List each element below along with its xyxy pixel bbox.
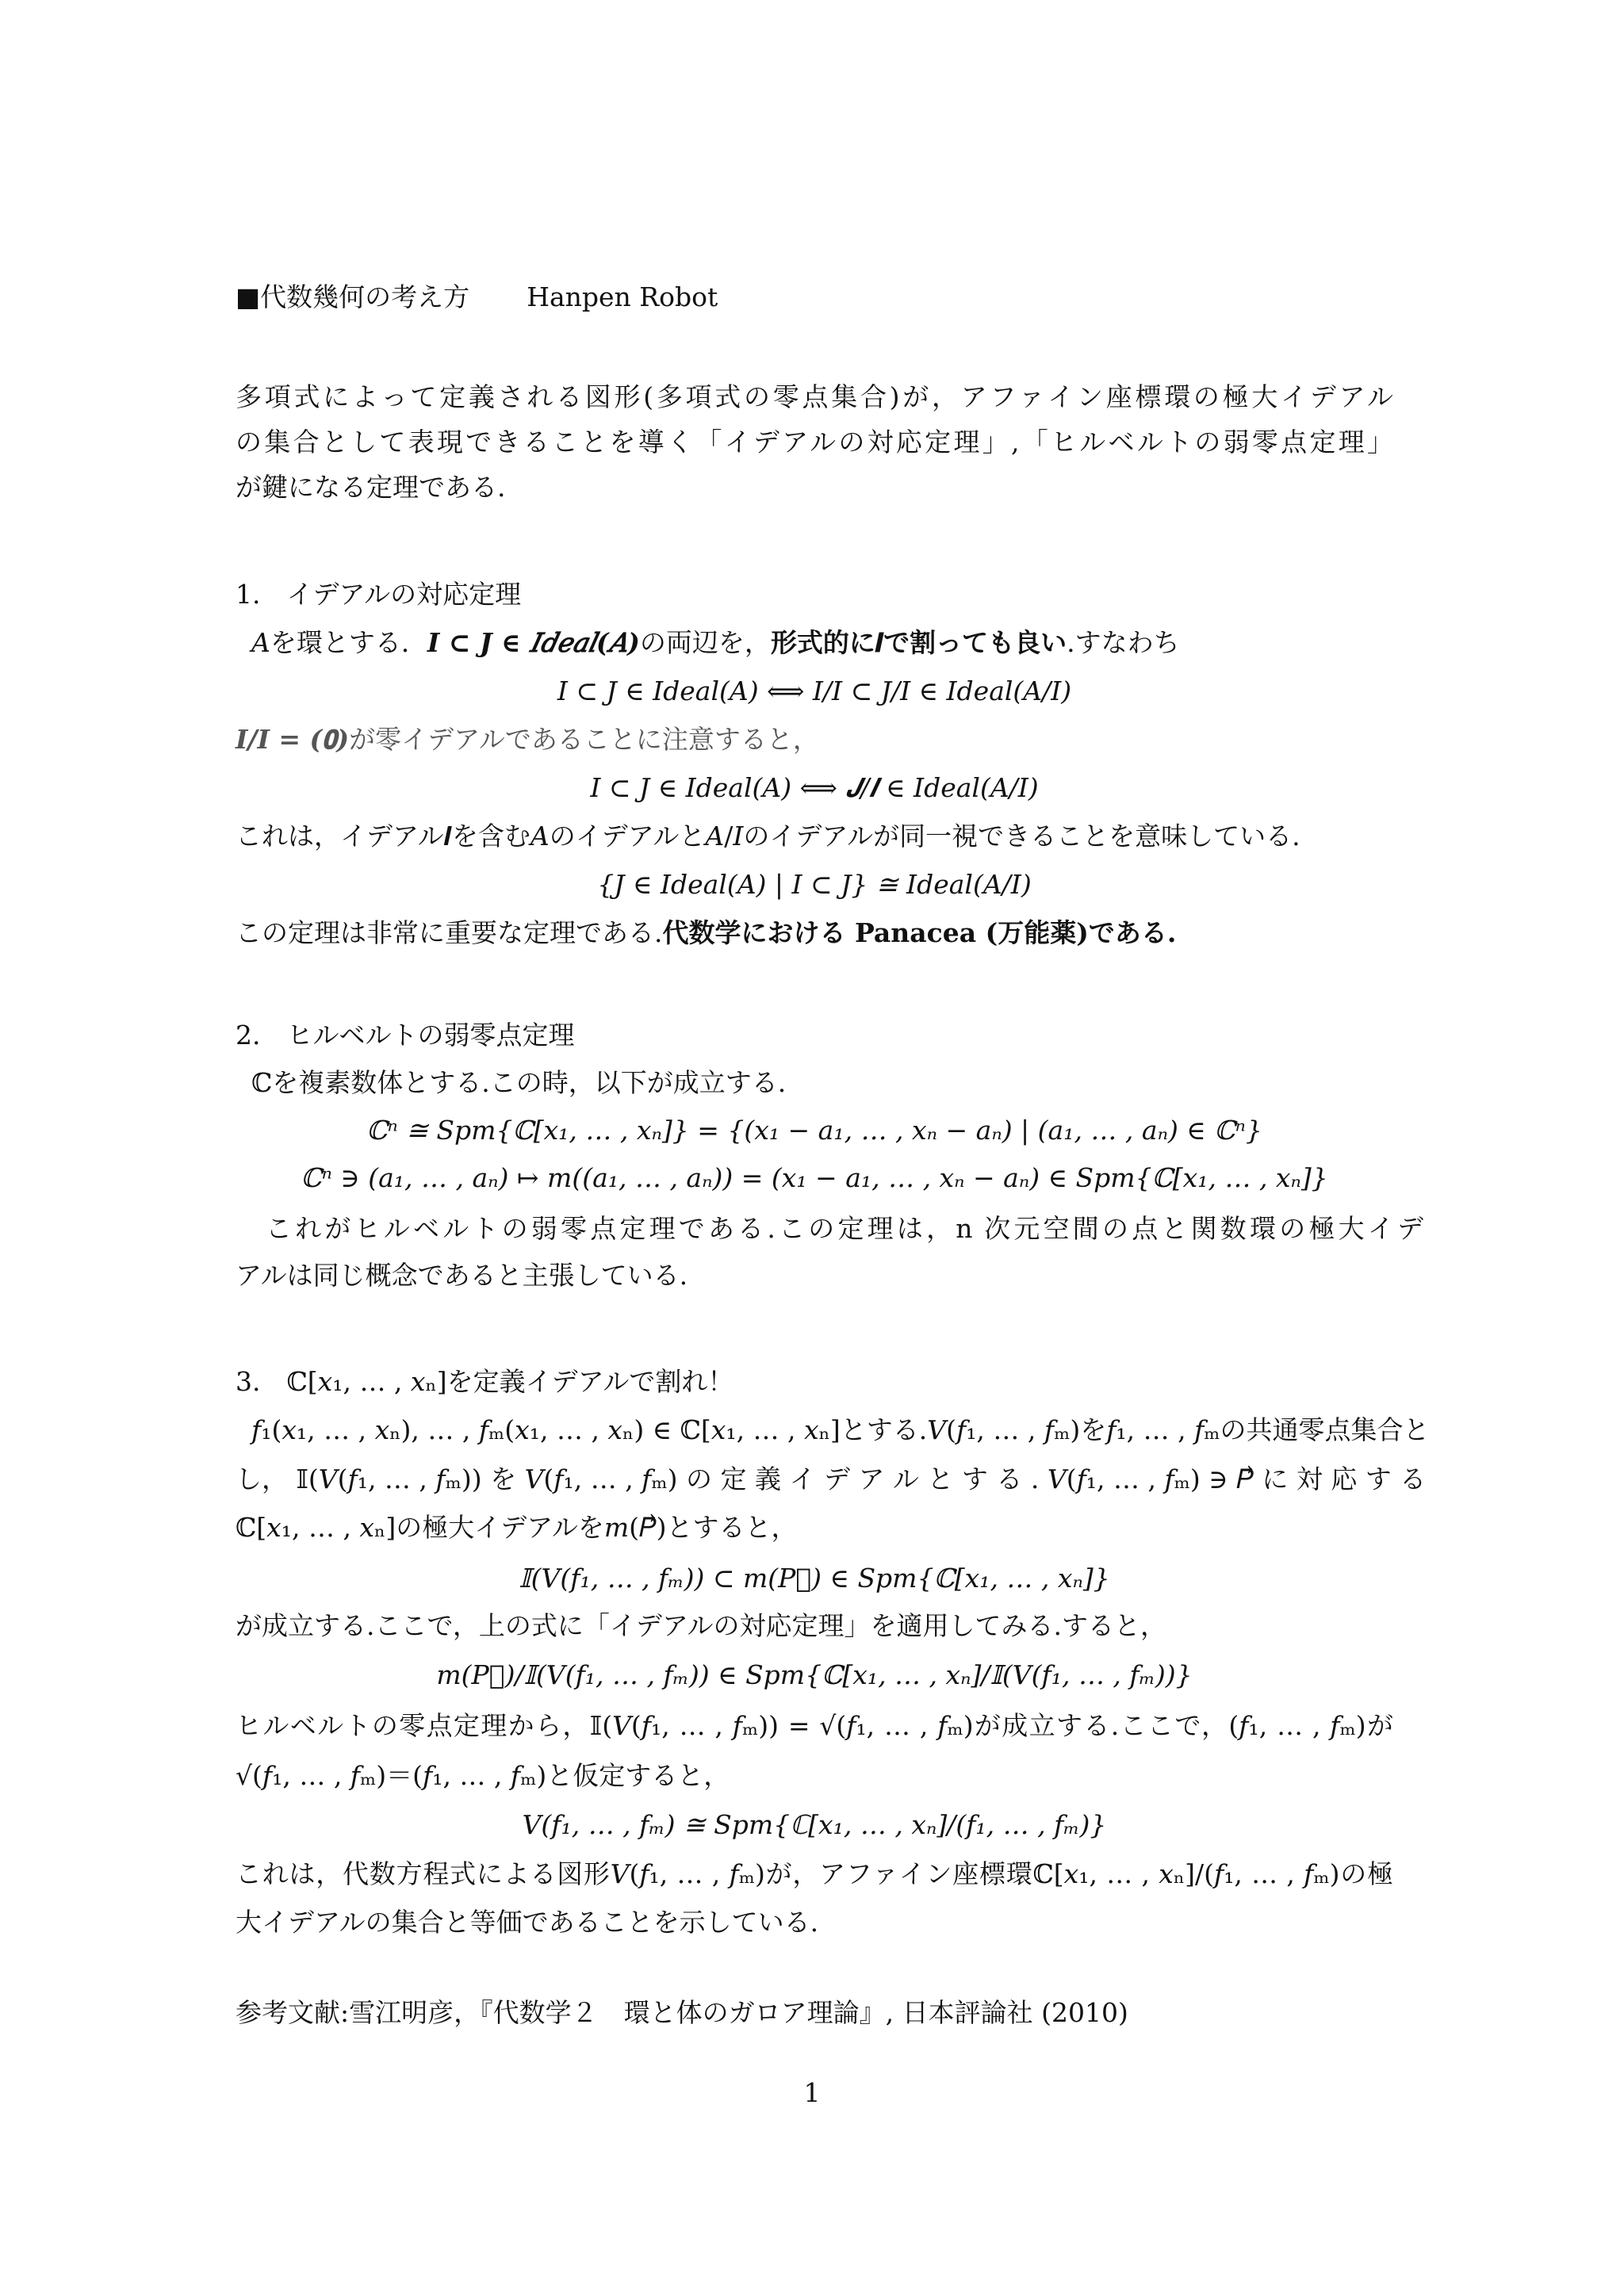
section-3-line-2: し， 𝕀(𝑉(𝑓₁, … , 𝑓ₘ)) を 𝑉(𝑓₁, … , 𝑓ₘ) の 定 義 イ デ ア ル と す る . 𝑉(𝑓₁, … , 𝑓ₘ) ∋ 𝑃⃗ に 対 応 す る [236,1464,1427,1494]
math-span: 𝑰 ⊂ 𝑱 ∈ 𝐼𝑑𝑒𝑎𝑙(𝐴) [427,627,640,658]
section-3-line-5: ヒルベルトの零点定理から，𝕀(𝑉(𝑓₁, … , 𝑓ₘ)) = √(𝑓₁, … , 𝑓ₘ)が成立する.ここで，(𝑓₁, … , 𝑓ₘ)が [236,1710,1393,1741]
reference: 参考文献:雪江明彦，『代数学２ 環と体のガロア理論』, 日本評論社 (2010) [236,1997,1128,2028]
author-name: Hanpen Robot [527,281,718,312]
equation-2-2: ℂⁿ ∋ (𝑎₁, … , 𝑎ₙ) ↦ 𝑚((𝑎₁, … , 𝑎ₙ)) = (𝑥₁ − 𝑎₁, … , 𝑥ₙ − 𝑎ₙ) ∈ 𝑆𝑝𝑚{ℂ[𝑥₁, … , 𝑥ₙ]} [301,1162,1328,1193]
header [236,279,1393,316]
section-2-line-2: これがヒルベルトの弱零点定理である.この定理は，n 次元空間の点と関数環の極大イデ [266,1213,1423,1244]
section-1-heading: 1. イデアルの対応定理 [236,579,522,610]
equation-3-1: 𝕀(𝑉(𝑓₁, … , 𝑓ₘ)) ⊂ 𝑚(𝑃⃗) ∈ 𝑆𝑝𝑚{ℂ[𝑥₁, … , 𝑥ₙ]} [519,1563,1110,1594]
intro-line-1: 多項式によって定義される図形(多項式の零点集合)が，アファイン座標環の極大イデアル [236,381,1393,412]
text-span: 𝐴を環とする． [251,627,427,658]
text-span: の両辺を， [639,627,771,658]
section-3-line-7: これは，代数方程式による図形𝑉(𝑓₁, … , 𝑓ₘ)が，アファイン座標環ℂ[𝑥₁, … , 𝑥ₙ]/(𝑓₁, … , 𝑓ₘ)の極 [236,1858,1393,1889]
section-3-line-1: 𝑓₁(𝑥₁, … , 𝑥ₙ), … , 𝑓ₘ(𝑥₁, … , 𝑥ₙ) ∈ ℂ[𝑥₁, … , 𝑥ₙ]とする.𝑉(𝑓₁, … , 𝑓ₘ)を𝑓₁, … , 𝑓ₘの共通零点集合と [251,1414,1430,1445]
intro-line-3: が鍵になる定理である. [236,472,506,503]
equation-1-1: 𝐼 ⊂ 𝐽 ∈ 𝐼𝑑𝑒𝑎𝑙(𝐴) ⟺ 𝐼/𝐼 ⊂ 𝐽/𝐼 ∈ 𝐼𝑑𝑒𝑎𝑙(𝐴/𝐼) [557,675,1072,706]
section-3-line-3: ℂ[𝑥₁, … , 𝑥ₙ]の極大イデアルを𝑚(𝑃⃗)とすると， [236,1512,798,1543]
section-3-line-6: √(𝑓₁, … , 𝑓ₘ)＝(𝑓₁, … , 𝑓ₘ)と仮定すると， [236,1760,730,1791]
document-title: ■代数幾何の考え方 [236,281,470,312]
text-span: .すなわち [1067,627,1180,658]
equation-2-1: ℂⁿ ≅ 𝑆𝑝𝑚{ℂ[𝑥₁, … , 𝑥ₙ]} = {(𝑥₁ − 𝑎₁, … , 𝑥ₙ − 𝑎ₙ) | (𝑎₁, … , 𝑎ₙ) ∈ ℂⁿ} [366,1115,1262,1146]
section-1-line-1 [236,625,1409,661]
emphasis-span: 形式的に𝑰で割っても良い [770,627,1067,658]
equation-1-2: 𝐼 ⊂ 𝐽 ∈ 𝐼𝑑𝑒𝑎𝑙(𝐴) ⟺ 𝑱/𝑰 ∈ 𝐼𝑑𝑒𝑎𝑙(𝐴/𝐼) [590,772,1039,803]
equation-3-2: 𝑚(𝑃⃗)/𝕀(𝑉(𝑓₁, … , 𝑓ₘ)) ∈ 𝑆𝑝𝑚{ℂ[𝑥₁, … , 𝑥ₙ]/𝕀(𝑉(𝑓₁, … , 𝑓ₘ))} [436,1659,1193,1690]
section-3-line-4: が成立する.ここで，上の式に「イデアルの対応定理」を適用してみる.すると， [236,1610,1166,1641]
emphasis-span: 代数学における Panacea (万能薬)である. [662,917,1177,948]
math-span: 𝑰/𝑰 = (𝟎) [236,724,350,755]
text-span: この定理は非常に重要な定理である. [236,917,663,948]
section-1-line-3: これは，イデアル𝑰を含む𝐴のイデアルと𝐴/𝐼のイデアルが同一視できることを意味している. [236,821,1300,851]
section-1-line-4 [236,915,1393,951]
section-2-heading: 2. ヒルベルトの弱零点定理 [236,1020,575,1050]
section-1-line-2 [236,721,1393,758]
section-2-line-3: アルは同じ概念であると主張している. [236,1260,688,1291]
intro-line-2: の集合として表現できることを導く「イデアルの対応定理」,「ヒルベルトの弱零点定理」 [236,427,1393,457]
equation-3-3: 𝑉(𝑓₁, … , 𝑓ₘ) ≅ 𝑆𝑝𝑚{ℂ[𝑥₁, … , 𝑥ₙ]/(𝑓₁, … , 𝑓ₘ)} [522,1809,1107,1840]
section-2-line-1: ℂを複素数体とする.この時，以下が成立する. [251,1067,787,1098]
page-number: 1 [803,2077,821,2108]
text-span: が零イデアルであることに注意すると， [349,724,819,755]
equation-1-3: {𝐽 ∈ 𝐼𝑑𝑒𝑎𝑙(𝐴) | 𝐼 ⊂ 𝐽} ≅ 𝐼𝑑𝑒𝑎𝑙(𝐴/𝐼) [597,869,1032,900]
section-3-line-8: 大イデアルの集合と等価であることを示している. [236,1907,819,1938]
section-3-heading: 3. ℂ[𝑥₁, … , 𝑥ₙ]を定義イデアルで割れ！ [236,1366,734,1397]
